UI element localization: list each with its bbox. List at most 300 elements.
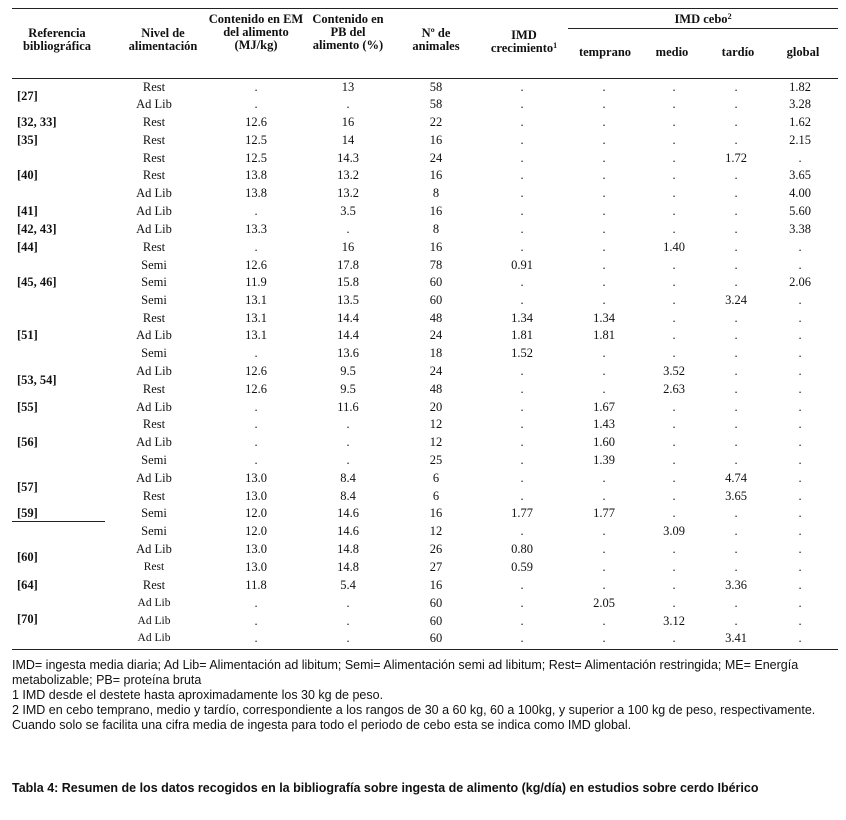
cell-pb: 11.6: [337, 400, 359, 414]
cell-pb: .: [346, 596, 350, 610]
cell-pb: 14.8: [337, 560, 359, 574]
cell-global: .: [798, 489, 802, 503]
cell-tardio: 1.72: [725, 151, 747, 165]
cell-em: 13.1: [245, 311, 267, 325]
cell-temprano: .: [602, 115, 606, 129]
cell-em: 12.6: [245, 364, 267, 378]
cell-global: .: [798, 151, 802, 165]
cell-nivel: Ad Lib: [136, 400, 172, 414]
header-nivel: Nivel de alimentación: [128, 26, 198, 53]
cell-em: .: [254, 400, 258, 414]
ref-35: [35]: [17, 133, 38, 147]
cell-animales: 24: [429, 328, 443, 342]
cell-animales: 60: [429, 614, 443, 628]
cell-imd-crecimiento: 0.59: [511, 560, 533, 574]
cell-global: 5.60: [789, 204, 811, 218]
cell-global: .: [798, 240, 802, 254]
cell-nivel: Ad Lib: [136, 204, 172, 218]
cell-medio: .: [672, 596, 676, 610]
table-top-rule: [12, 8, 838, 9]
cell-tardio: .: [734, 97, 738, 111]
cell-tardio: .: [734, 506, 738, 520]
cell-em: 13.0: [245, 542, 267, 556]
cell-nivel: Rest: [142, 578, 166, 592]
cell-global: .: [798, 435, 802, 449]
cell-animales: 58: [429, 80, 443, 94]
cell-animales: 6: [432, 471, 440, 485]
cell-pb: 9.5: [340, 364, 356, 378]
cell-global: .: [798, 524, 802, 538]
cell-global: .: [798, 400, 802, 414]
cell-global: .: [798, 258, 802, 272]
cell-tardio: .: [734, 115, 738, 129]
ref-59: [59]: [17, 506, 38, 520]
cell-pb: 16: [341, 240, 355, 254]
cell-temprano: 1.81: [593, 328, 615, 342]
cell-em: .: [254, 596, 258, 610]
cell-imd-crecimiento: .: [520, 471, 524, 485]
cell-tardio: 3.65: [725, 489, 747, 503]
cell-nivel: Ad Lib: [136, 97, 172, 111]
cell-medio: 1.40: [663, 240, 685, 254]
cell-pb: 13.2: [337, 186, 359, 200]
cell-temprano: .: [602, 204, 606, 218]
cell-animales: 16: [429, 506, 443, 520]
cell-animales: 16: [429, 168, 443, 182]
cell-imd-crecimiento: .: [520, 400, 524, 414]
cell-temprano: .: [602, 382, 606, 396]
cell-em: 13.8: [245, 168, 267, 182]
cell-medio: .: [672, 560, 676, 574]
cell-temprano: .: [602, 97, 606, 111]
cell-global: .: [798, 417, 802, 431]
cell-imd-crecimiento: .: [520, 596, 524, 610]
cell-animales: 20: [429, 400, 443, 414]
cell-imd-crecimiento: .: [520, 222, 524, 236]
cell-nivel: Semi: [141, 346, 167, 360]
imd-cebo-rule: [568, 28, 838, 29]
cell-medio: .: [672, 97, 676, 111]
cell-tardio: .: [734, 417, 738, 431]
ref-60: [60]: [17, 550, 38, 564]
cell-temprano: 1.67: [593, 400, 615, 414]
cell-pb: 3.5: [340, 204, 356, 218]
cell-animales: 12: [429, 524, 443, 538]
cell-animales: 60: [429, 631, 443, 645]
cell-medio: .: [672, 186, 676, 200]
cell-em: .: [254, 453, 258, 467]
cell-tardio: .: [734, 80, 738, 94]
cell-em: 12.6: [245, 115, 267, 129]
cell-em: 12.0: [245, 524, 267, 538]
cell-nivel: Rest: [142, 489, 166, 503]
table-notes: [12, 658, 838, 733]
cell-medio: .: [672, 311, 676, 325]
ref-32-33: [32, 33]: [17, 115, 57, 129]
cell-global: .: [798, 382, 802, 396]
cell-nivel: Rest: [143, 561, 165, 573]
cell-pb: .: [346, 417, 350, 431]
cell-tardio: .: [734, 364, 738, 378]
cell-global: .: [798, 614, 802, 628]
cell-nivel: Semi: [141, 506, 167, 520]
cell-em: 13.0: [245, 560, 267, 574]
cell-imd-crecimiento: .: [520, 382, 524, 396]
cell-tardio: .: [734, 204, 738, 218]
cell-nivel: Rest: [142, 115, 166, 129]
cell-imd-crecimiento: .: [520, 524, 524, 538]
cell-animales: 48: [429, 382, 443, 396]
cell-temprano: .: [602, 364, 606, 378]
cell-medio: .: [672, 506, 676, 520]
cell-animales: 6: [432, 489, 440, 503]
table-bottom-rule: [12, 649, 838, 650]
cell-em: 13.0: [245, 471, 267, 485]
cell-pb: 9.5: [340, 382, 356, 396]
cell-pb: 5.4: [340, 578, 356, 592]
cell-global: .: [798, 596, 802, 610]
cell-nivel: Semi: [141, 258, 167, 272]
cell-tardio: .: [734, 258, 738, 272]
cell-temprano: .: [602, 80, 606, 94]
cell-nivel: Ad Lib: [137, 632, 171, 644]
cell-global: .: [798, 364, 802, 378]
cell-em: 12.5: [245, 133, 267, 147]
cell-em: 11.8: [245, 578, 267, 592]
cell-medio: .: [672, 168, 676, 182]
cell-tardio: 3.36: [725, 578, 747, 592]
cell-animales: 22: [429, 115, 443, 129]
cell-global: 3.28: [789, 97, 811, 111]
cell-tardio: .: [734, 542, 738, 556]
cell-global: 3.38: [789, 222, 811, 236]
cell-pb: 13.2: [337, 168, 359, 182]
cell-tardio: .: [734, 346, 738, 360]
cell-imd-crecimiento: .: [520, 578, 524, 592]
cell-temprano: 1.39: [593, 453, 615, 467]
cell-tardio: .: [734, 560, 738, 574]
cell-medio: .: [672, 435, 676, 449]
cell-animales: 27: [429, 560, 443, 574]
cell-temprano: .: [602, 542, 606, 556]
cell-em: 13.8: [245, 186, 267, 200]
cell-nivel: Semi: [141, 524, 167, 538]
cell-animales: 58: [429, 97, 443, 111]
cell-pb: 13.6: [337, 346, 359, 360]
cell-em: 12.6: [245, 258, 267, 272]
cell-global: 1.62: [789, 115, 811, 129]
cell-medio: .: [672, 293, 676, 307]
ref-45-46: [45, 46]: [17, 275, 57, 289]
cell-temprano: .: [602, 631, 606, 645]
cell-nivel: Ad Lib: [136, 186, 172, 200]
cell-temprano: .: [602, 471, 606, 485]
cell-imd-crecimiento: 0.80: [511, 542, 533, 556]
cell-temprano: .: [602, 560, 606, 574]
cell-medio: .: [672, 275, 676, 289]
header-imd-cebo: IMD cebo$^2$: [674, 12, 732, 26]
cell-pb: 15.8: [337, 275, 359, 289]
ref-70: [70]: [17, 612, 38, 626]
cell-tardio: .: [734, 596, 738, 610]
cell-imd-crecimiento: .: [520, 115, 524, 129]
ref-56: [56]: [17, 435, 38, 449]
cell-global: .: [798, 293, 802, 307]
cell-tardio: .: [734, 435, 738, 449]
cell-temprano: .: [602, 346, 606, 360]
cell-animales: 25: [429, 453, 443, 467]
ref-42-43: [42, 43]: [17, 222, 57, 236]
cell-temprano: 1.43: [593, 417, 615, 431]
cell-nivel: Ad Lib: [136, 328, 172, 342]
cell-global: .: [798, 542, 802, 556]
cell-global: .: [798, 346, 802, 360]
cell-imd-crecimiento: .: [520, 240, 524, 254]
cell-nivel: Rest: [142, 80, 166, 94]
cell-global: 4.00: [789, 186, 811, 200]
cell-em: 13.3: [245, 222, 267, 236]
cell-tardio: .: [734, 275, 738, 289]
ref-44: [44]: [17, 240, 38, 254]
cell-imd-crecimiento: 0.91: [511, 258, 533, 272]
cell-em: 13.1: [245, 293, 267, 307]
cell-medio: .: [672, 578, 676, 592]
cell-nivel: Rest: [142, 133, 166, 147]
cell-medio: .: [672, 471, 676, 485]
cell-tardio: .: [734, 168, 738, 182]
cell-nivel: Ad Lib: [136, 222, 172, 236]
cell-global: .: [798, 471, 802, 485]
cell-nivel: Rest: [142, 382, 166, 396]
cell-tardio: .: [734, 222, 738, 236]
header-animales: Nº de animales: [412, 26, 460, 53]
cell-tardio: .: [734, 311, 738, 325]
cell-temprano: .: [602, 524, 606, 538]
cell-temprano: 1.60: [593, 435, 615, 449]
cell-medio: 3.52: [663, 364, 685, 378]
cell-imd-crecimiento: 1.81: [511, 328, 533, 342]
cell-em: 13.1: [245, 328, 267, 342]
cell-global: .: [798, 328, 802, 342]
cell-global: .: [798, 578, 802, 592]
cell-em: 12.0: [245, 506, 267, 520]
cell-nivel: Ad Lib: [136, 435, 172, 449]
cell-nivel: Rest: [142, 240, 166, 254]
cell-animales: 8: [432, 222, 440, 236]
cell-tardio: .: [734, 400, 738, 414]
cell-medio: .: [672, 204, 676, 218]
cell-medio: .: [672, 115, 676, 129]
cell-animales: 78: [429, 258, 443, 272]
cell-tardio: .: [734, 524, 738, 538]
header-pb: Contenido en PB del alimento (%): [312, 12, 384, 52]
cell-animales: 24: [429, 364, 443, 378]
cell-animales: 24: [429, 151, 443, 165]
cell-nivel: Rest: [142, 151, 166, 165]
cell-pb: 14.4: [337, 311, 359, 325]
cell-temprano: .: [602, 222, 606, 236]
cell-animales: 8: [432, 186, 440, 200]
cell-global: .: [798, 311, 802, 325]
header-tardio: tardío: [721, 45, 755, 59]
cell-tardio: .: [734, 453, 738, 467]
ref-64: [64]: [17, 578, 38, 592]
cell-imd-crecimiento: .: [520, 614, 524, 628]
cell-pb: .: [346, 97, 350, 111]
cell-em: 13.0: [245, 489, 267, 503]
cell-pb: 13: [341, 80, 355, 94]
cell-pb: 14.8: [337, 542, 359, 556]
cell-tardio: 4.74: [725, 471, 747, 485]
ref-55: [55]: [17, 400, 38, 414]
cell-medio: .: [672, 417, 676, 431]
cell-animales: 26: [429, 542, 443, 556]
cell-animales: 60: [429, 293, 443, 307]
cell-global: .: [798, 631, 802, 645]
cell-nivel: Semi: [141, 275, 167, 289]
ref-51: [51]: [17, 328, 38, 342]
cell-pb: 14.4: [337, 328, 359, 342]
cell-pb: .: [346, 222, 350, 236]
cell-imd-crecimiento: .: [520, 168, 524, 182]
cell-animales: 16: [429, 133, 443, 147]
cell-medio: .: [672, 133, 676, 147]
cell-global: 3.65: [789, 168, 811, 182]
cell-temprano: .: [602, 275, 606, 289]
cell-pb: 17.8: [337, 258, 359, 272]
cell-animales: 16: [429, 578, 443, 592]
cell-nivel: Ad Lib: [136, 364, 172, 378]
ref-57: [57]: [17, 480, 38, 494]
cell-animales: 18: [429, 346, 443, 360]
cell-tardio: 3.41: [725, 631, 747, 645]
table-header-rule: [12, 78, 838, 79]
cell-pb: 13.5: [337, 293, 359, 307]
cell-pb: .: [346, 453, 350, 467]
header-global: global: [786, 45, 820, 59]
cell-animales: 60: [429, 596, 443, 610]
cell-global: 2.06: [789, 275, 811, 289]
cell-nivel: Rest: [142, 168, 166, 182]
cell-medio: .: [672, 453, 676, 467]
cell-tardio: .: [734, 186, 738, 200]
cell-medio: .: [672, 328, 676, 342]
cell-imd-crecimiento: .: [520, 435, 524, 449]
cell-medio: .: [672, 631, 676, 645]
cell-medio: .: [672, 222, 676, 236]
cell-temprano: .: [602, 168, 606, 182]
cell-em: .: [254, 80, 258, 94]
cell-tardio: .: [734, 328, 738, 342]
cell-global: 2.15: [789, 133, 811, 147]
cell-nivel: Ad Lib: [137, 615, 171, 627]
cell-medio: .: [672, 80, 676, 94]
cell-temprano: .: [602, 186, 606, 200]
cell-nivel: Ad Lib: [136, 542, 172, 556]
cell-temprano: .: [602, 151, 606, 165]
cell-em: .: [254, 435, 258, 449]
cell-animales: 12: [429, 435, 443, 449]
cell-pb: 16: [341, 115, 355, 129]
cell-imd-crecimiento: .: [520, 186, 524, 200]
cell-nivel: Ad Lib: [137, 597, 171, 609]
cell-temprano: .: [602, 578, 606, 592]
cell-imd-crecimiento: 1.52: [511, 346, 533, 360]
cell-pb: .: [346, 435, 350, 449]
cell-imd-crecimiento: .: [520, 204, 524, 218]
cell-global: .: [798, 453, 802, 467]
cell-nivel: Rest: [142, 417, 166, 431]
cell-medio: .: [672, 542, 676, 556]
cell-em: 11.9: [245, 275, 267, 289]
cell-tardio: .: [734, 133, 738, 147]
cell-imd-crecimiento: .: [520, 489, 524, 503]
cell-temprano: .: [602, 293, 606, 307]
cell-em: .: [254, 346, 258, 360]
cell-imd-crecimiento: .: [520, 293, 524, 307]
cell-animales: 12: [429, 417, 443, 431]
cell-nivel: Rest: [142, 311, 166, 325]
cell-medio: .: [672, 346, 676, 360]
cell-animales: 48: [429, 311, 443, 325]
note-1: 1 IMD desde el destete hasta aproximadamente los 30 kg de peso.: [12, 688, 384, 702]
ref-59-rule: [12, 521, 105, 522]
cell-global: .: [798, 560, 802, 574]
cell-nivel: Ad Lib: [136, 471, 172, 485]
cell-imd-crecimiento: .: [520, 453, 524, 467]
cell-pb: .: [346, 614, 350, 628]
cell-medio: 3.12: [663, 614, 685, 628]
cell-imd-crecimiento: .: [520, 417, 524, 431]
ref-41: [41]: [17, 204, 38, 218]
cell-pb: 8.4: [340, 471, 356, 485]
cell-temprano: 2.05: [593, 596, 615, 610]
cell-pb: 8.4: [340, 489, 356, 503]
cell-em: .: [254, 240, 258, 254]
cell-temprano: .: [602, 489, 606, 503]
cell-pb: 14.6: [337, 506, 359, 520]
cell-animales: 16: [429, 204, 443, 218]
cell-imd-crecimiento: 1.77: [511, 506, 533, 520]
cell-nivel: Semi: [141, 453, 167, 467]
cell-temprano: 1.77: [593, 506, 615, 520]
cell-imd-crecimiento: .: [520, 80, 524, 94]
cell-medio: .: [672, 151, 676, 165]
cell-temprano: 1.34: [593, 311, 615, 325]
cell-global: 1.82: [789, 80, 811, 94]
header-medio: medio: [655, 45, 689, 59]
header-temprano: temprano: [578, 45, 632, 59]
ref-53-54: [53, 54]: [17, 373, 57, 387]
header-referencia: Referencia bibliográfica: [22, 26, 92, 53]
cell-pb: 14.6: [337, 524, 359, 538]
cell-animales: 60: [429, 275, 443, 289]
cell-imd-crecimiento: 1.34: [511, 311, 533, 325]
cell-tardio: .: [734, 382, 738, 396]
cell-nivel: Semi: [141, 293, 167, 307]
cell-imd-crecimiento: .: [520, 631, 524, 645]
cell-medio: .: [672, 258, 676, 272]
cell-em: .: [254, 417, 258, 431]
note-abbreviations: IMD= ingesta media diaria; Ad Lib= Alimentación ad libitum; Semi= Alimentación semi ad libitum; Rest= Alimentación restringida; ME= Energía metabolizable; PB= proteína bruta: [12, 658, 799, 687]
cell-tardio: .: [734, 614, 738, 628]
cell-imd-crecimiento: .: [520, 151, 524, 165]
ref-27: [27]: [17, 89, 38, 103]
cell-em: .: [254, 614, 258, 628]
cell-pb: 14: [341, 133, 355, 147]
cell-temprano: .: [602, 240, 606, 254]
cell-medio: 2.63: [663, 382, 685, 396]
